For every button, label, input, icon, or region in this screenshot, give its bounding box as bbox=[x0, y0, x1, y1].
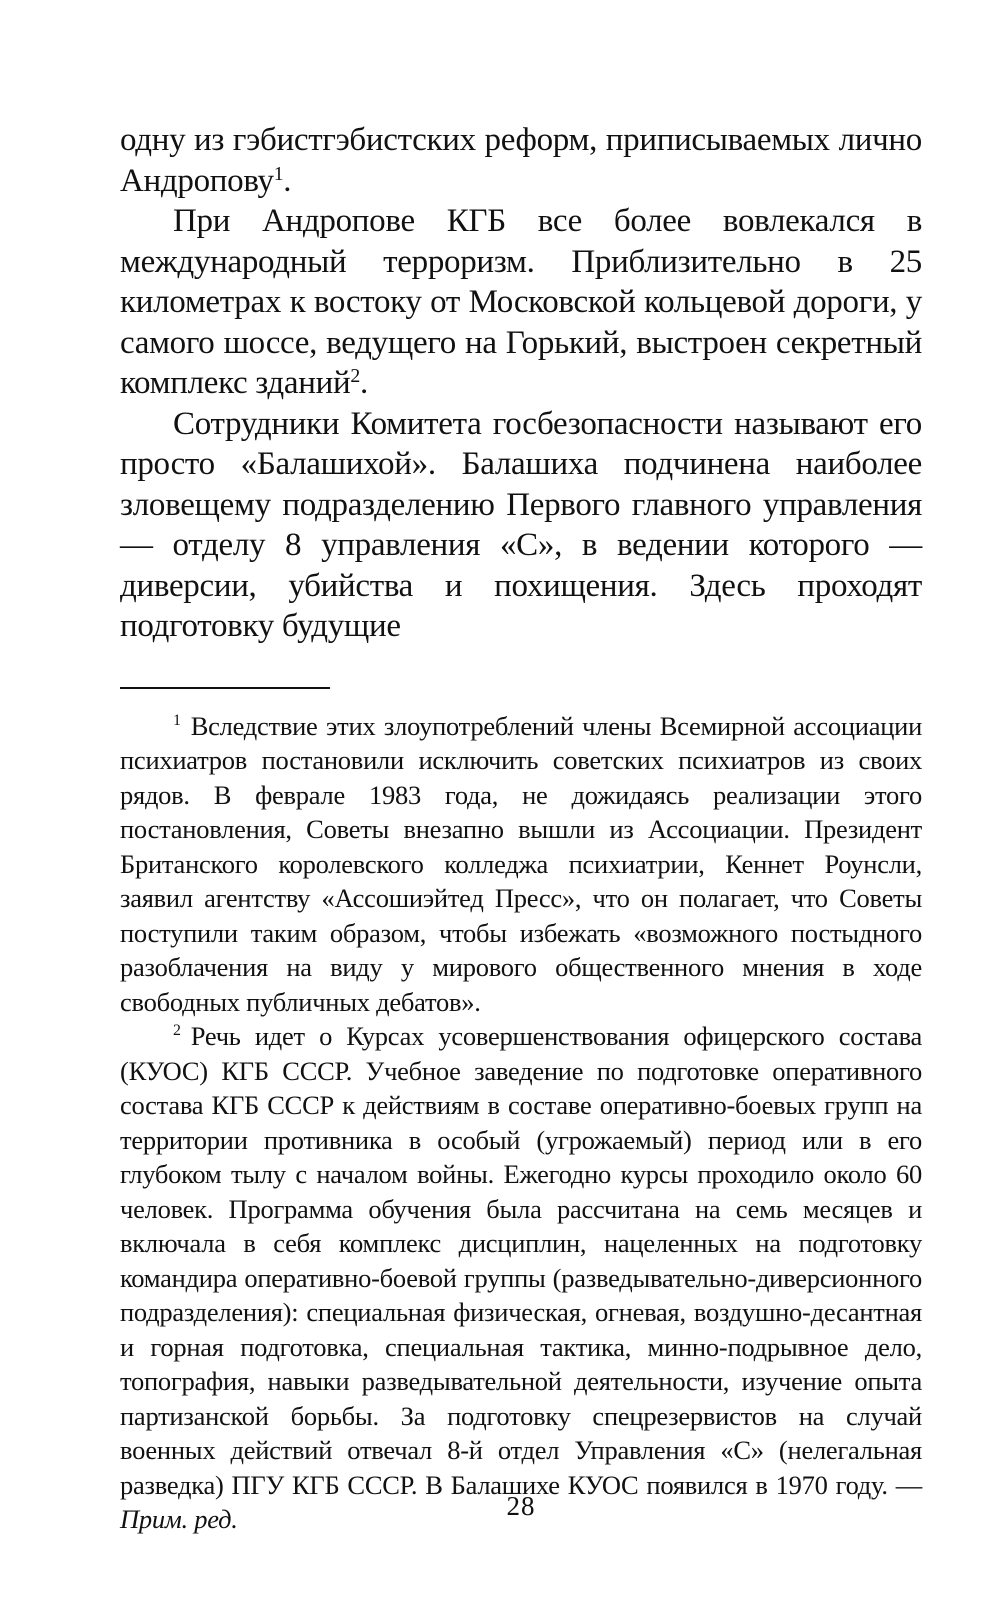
page-number: 28 bbox=[506, 1491, 536, 1521]
footnote-2: 2 Речь идет о Курсах усовершенствования офицерского состава (КУОС) КГБ СССР. Учебное заведение по подготовке оперативного состава КГБ СССР к действиям в составе оперативно-боевых групп на территории противника в особый (угрожаемый) период или в его глубоком тылу с началом войны. Ежегодно курсы проходило около 60 человек. Программа обучения была рассчитана на семь месяцев и включала в себя комплекс дисциплин, нацеленных на подготовку командира оперативно-боевой группы (разведывательно-диверсионного подразделения): специальная физическая, огневая, воздушно-десантная и горная подготовка, специальная тактика, минно-подрывное дело, топография, навыки разведывательной деятельности, изучение опыта партизанской борьбы. За подготовку спецрезервистов на случай военных действий отвечал 8-й отдел Управления «С» (нелегальная разведка) ПГУ КГБ СССР. В Балашихе КУОС появился в 1970 году. — Прим. ред. bbox=[120, 1021, 922, 1534]
main-text bbox=[120, 120, 922, 647]
footnote-ref-2: 2 bbox=[350, 365, 360, 388]
paragraph-1-text: одну из гэбистгэбистских реформ, приписываемых лично Андропову bbox=[120, 122, 922, 199]
footnote-1-text: Вследствие этих злоупотреблений члены Всемирной ассоциации психиатров постановили исключить советских психиатров из своих рядов. В феврале 1983 года, не дожидаясь реализации этого постановления, Советы внезапно вышли из Ассоциации. Президент Британского королевского колледжа психиатрии, Кеннет Роунсли, заявил агентству «Ассошиэйтед Пресс», что он полагает, что Советы поступили таким образом, чтобы избежать «возможного постыдного разоблачения на виду у мирового общественного мнения в ходе свободных публичных дебатов». bbox=[120, 710, 922, 1017]
footnote-divider bbox=[120, 687, 330, 689]
paragraph-1 bbox=[120, 120, 922, 201]
paragraph-1-tail: . bbox=[283, 162, 292, 199]
footnote-2-text: Речь идет о Курсах усовершенствования офицерского состава (КУОС) КГБ СССР. Учебное заведение по подготовке оперативного состава КГБ СССР к действиям в составе оперативно-боевых групп на территории противника в особый (угрожаемый) период или в его глубоком тылу с началом войны. Ежегодно курсы проходило около 60 человек. Программа обучения была рассчитана на семь месяцев и включала в себя комплекс дисциплин, нацеленных на подготовку командира оперативно-боевой группы (разведывательно-диверсионного подразделения): специальная физическая, огневая, воздушно-десантная и горная подготовка, специальная тактика, минно-подрывное дело, топография, навыки разведывательной деятельности, изучение опыта партизанской борьбы. За подготовку спецрезервистов на случай военных действий отвечал 8-й отдел Управления «С» (нелегальная разведка) ПГУ КГБ СССР. В Балашихе КУОС появился в 1970 году. — bbox=[120, 1021, 922, 1500]
footnote-1: 1 Вследствие этих злоупотреблений члены Всемирной ассоциации психиатров постановили исключить советских психиатров из своих рядов. В феврале 1983 года, не дожидаясь реализации этого постановления, Советы внезапно вышли из Ассоциации. Президент Британского королевского колледжа психиатрии, Кеннет Роунсли, заявил агентству «Ассошиэйтед Пресс», что он полагает, что Советы поступили таким образом, чтобы избежать «возможного постыдного разоблачения на виду у мирового общественного мнения в ходе свободных публичных дебатов». bbox=[120, 710, 922, 1017]
paragraph-2-text: При Андропове КГБ все более вовлекался в международный терроризм. Приблизительно в 25 километрах к востоку от Московской кольцевой дороги, у самого шоссе, ведущего на Горький, выстроен секретный комплекс зданий bbox=[120, 203, 922, 401]
paragraph-2-tail: . bbox=[359, 365, 368, 401]
footnote-ref-1: 1 bbox=[273, 162, 284, 185]
paragraph-3-text: Сотрудники Комитета госбезопасности называют его просто «Балашихой». Балашиха подчинена наиболее зловещему подразделению Первого главного управления — отделу 8 управления «С», в ведении которого — диверсии, убийства и похищения. Здесь проходят подготовку будущие bbox=[120, 405, 922, 644]
book-page bbox=[120, 120, 922, 1580]
editor-note: Прим. ред. bbox=[120, 1504, 238, 1534]
paragraph-2 bbox=[120, 201, 922, 404]
paragraph-3 bbox=[120, 404, 922, 647]
footnotes bbox=[120, 709, 922, 1537]
